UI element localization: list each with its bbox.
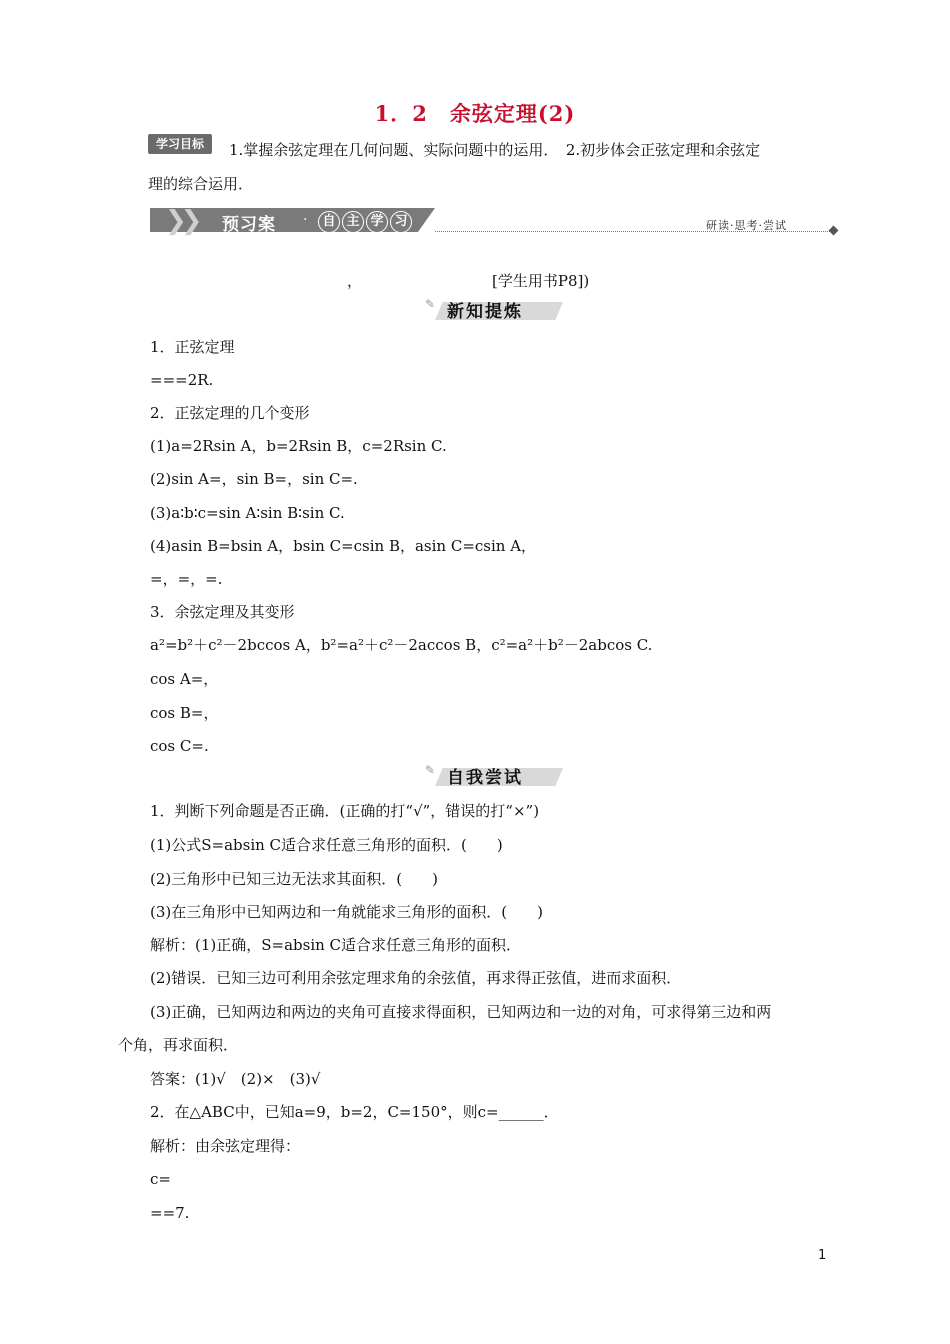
text-line: (1)a=2Rsin A，b=2Rsin B，c=2Rsin C. <box>150 437 447 455</box>
text-line: 2．在△ABC中，已知a=9，b=2，C=150°，则c=______． <box>150 1103 559 1121</box>
text-line: 2．正弦定理的几个变形 <box>150 404 310 422</box>
text-line: 解析：(1)正确，S=absin C适合求任意三角形的面积． <box>150 936 522 954</box>
banner-char: 主 <box>342 211 364 233</box>
learning-goals-badge: 学习目标 <box>148 134 212 154</box>
text-line: c= <box>150 1170 171 1188</box>
banner-char: 自 <box>318 211 340 233</box>
text-line: (3)在三角形中已知两边和一角就能求三角形的面积．( ) <box>150 903 543 921</box>
text-line: (2)sin A=，sin B=，sin C=. <box>150 470 358 488</box>
text-line: (3)正确，已知两边和两边的夹角可直接求得面积，已知两边和一边的对角，可求得第三边和两 <box>150 1003 772 1021</box>
banner-char: 习 <box>390 211 412 233</box>
student-book-reference: [学生用书P8]) <box>492 272 590 290</box>
text-line: =，=，=. <box>150 570 223 588</box>
text-line: 个角，再求面积． <box>118 1036 239 1054</box>
banner-dot: · <box>303 212 308 228</box>
banner-title: 预习案 <box>222 215 276 235</box>
page-title: 1．2 余弦定理(2) <box>374 101 576 126</box>
text-line: cos C=. <box>150 737 209 755</box>
text-line: ==7. <box>150 1204 190 1222</box>
text-line: 答案：(1)√ (2)× (3)√ <box>150 1070 321 1088</box>
text-line: ===2R. <box>150 371 214 389</box>
diamond-icon <box>829 226 839 236</box>
page-number: 1 <box>818 1248 827 1263</box>
text-line: cos B=， <box>150 704 219 722</box>
section-title: 自我尝试 <box>447 768 523 788</box>
text-line: 3．余弦定理及其变形 <box>150 603 295 621</box>
text-line: (2)错误．已知三边可利用余弦定理求角的余弦值，再求得正弦值，进而求面积． <box>150 969 682 987</box>
pencil-icon: ✎ <box>425 763 436 777</box>
section-title: 新知提炼 <box>447 302 523 322</box>
banner-right-label: 研读·思考·尝试 <box>706 219 787 232</box>
section-header-self-try <box>425 763 570 789</box>
banner-subtitle <box>318 210 414 233</box>
double-chevron-icon: ❯❯ <box>165 206 197 236</box>
text-line: 解析：由余弦定理得： <box>150 1137 301 1155</box>
ref-comma: ， <box>347 272 363 290</box>
text-line: a²=b²＋c²－2bccos A，b²=a²＋c²－2accos B，c²=a²＋b²－2abcos C. <box>150 636 653 654</box>
text-line: (2)三角形中已知三边无法求其面积．( ) <box>150 870 438 888</box>
text-line: (3)a∶b∶c=sin A∶sin B∶sin C. <box>150 504 345 522</box>
text-line: 1．正弦定理 <box>150 338 235 356</box>
text-line: cos A=， <box>150 670 219 688</box>
learning-goals-text: 1.掌握余弦定理在几何问题、实际问题中的运用． 2.初步体会正弦定理和余弦定 <box>229 141 761 159</box>
pencil-icon: ✎ <box>425 297 436 311</box>
text-line: (1)公式S=absin C适合求任意三角形的面积．( ) <box>150 836 503 854</box>
text-line: 1．判断下列命题是否正确．(正确的打“√”，错误的打“×”) <box>150 802 540 820</box>
text-line: (4)asin B=bsin A，bsin C=csin B，asin C=csin A， <box>150 537 537 555</box>
section-header-new-knowledge <box>425 297 570 323</box>
banner-char: 学 <box>366 211 388 233</box>
learning-goals-text-cont: 理的综合运用． <box>148 175 254 193</box>
